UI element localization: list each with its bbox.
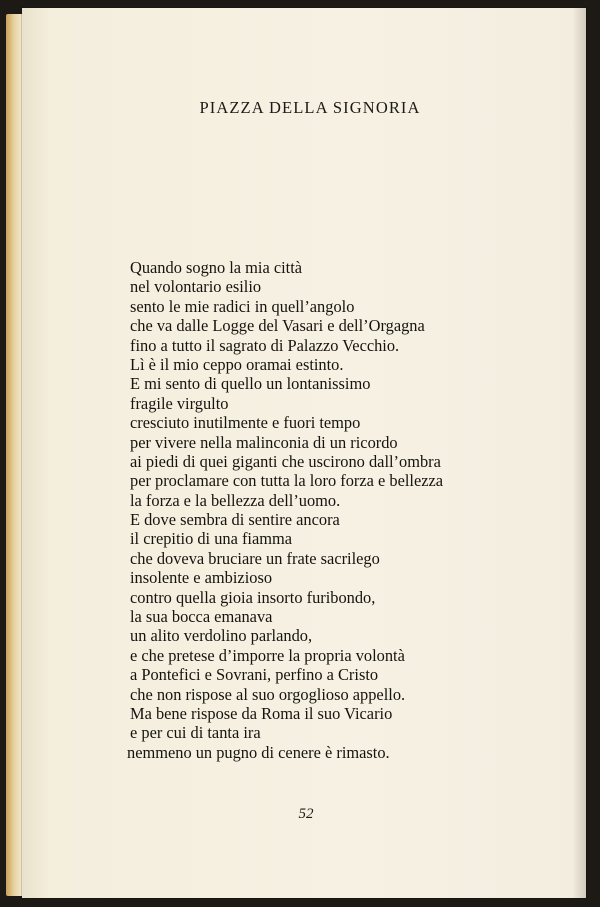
poem-line: sento le mie radici in quell’angolo <box>130 296 355 316</box>
poem-line: fino a tutto il sagrato di Palazzo Vecchio. <box>130 335 400 355</box>
poem-line: ai piedi di quei giganti che uscirono dall’ombra <box>130 451 441 471</box>
poem-line: la forza e la bellezza dell’uomo. <box>130 490 341 510</box>
poem-line: per vivere nella malinconia di un ricordo <box>130 432 398 452</box>
poem-line: cresciuto inutilmente e fuori tempo <box>130 413 361 433</box>
poem-line: Quando sogno la mia città <box>130 258 303 277</box>
poem-line: che va dalle Logge del Vasari e dell’Orgagna <box>130 316 425 336</box>
poem-line: contro quella gioia insorto furibondo, <box>130 587 376 607</box>
poem-line: fragile virgulto <box>130 393 229 413</box>
poem-line: a Pontefici e Sovrani, perfino a Cristo <box>130 665 379 685</box>
poem-line: e che pretese d’imporre la propria volontà <box>130 645 405 665</box>
poem-line: che doveva bruciare un frate sacrilego <box>130 548 380 568</box>
poem-line: Ma bene rispose da Roma il suo Vicario <box>130 703 393 723</box>
page-number: 52 <box>298 806 314 822</box>
poem-line: nemmeno un pugno di cenere è rimasto. <box>127 742 390 762</box>
poem-title: PIAZZA DELLA SIGNORIA <box>199 98 421 117</box>
poem-line: un alito verdolino parlando, <box>130 626 313 646</box>
poem-line: insolente e ambizioso <box>130 568 273 588</box>
poem-line: e per cui di tanta ira <box>130 723 261 743</box>
poem-body <box>127 258 444 762</box>
poem-line: E mi sento di quello un lontanissimo <box>130 374 371 394</box>
poem-line: Lì è il mio ceppo oramai estinto. <box>130 354 344 374</box>
poem-line: il crepitio di una fiamma <box>130 529 293 549</box>
poem-line: che non rispose al suo orgoglioso appello. <box>130 684 406 704</box>
poem-line: nel volontario esilio <box>130 277 262 297</box>
poem-line: per proclamare con tutta la loro forza e bellezza <box>130 471 444 491</box>
poem-line: la sua bocca emanava <box>130 607 273 627</box>
poem-line: E dove sembra di sentire ancora <box>130 510 340 530</box>
